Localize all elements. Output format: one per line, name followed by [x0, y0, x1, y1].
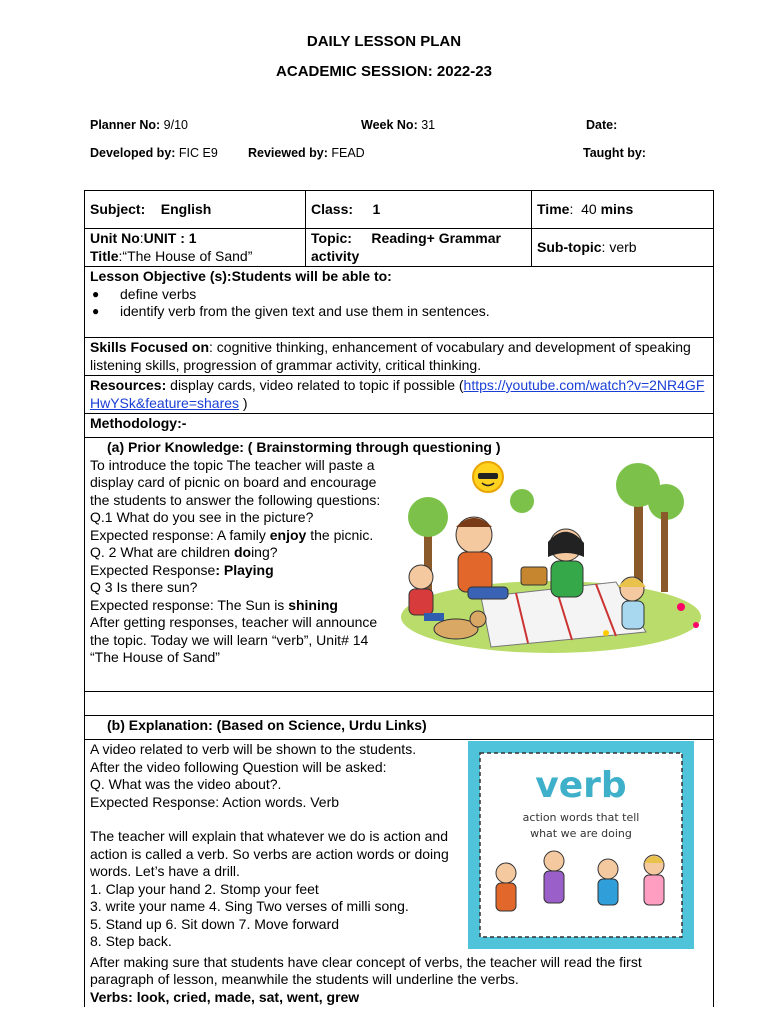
- verb-card-subtitle-2: what we are doing: [530, 827, 632, 840]
- question-2: Q. 2 What are children doing?: [90, 544, 278, 560]
- drill-line: 3. write your name 4. Sing Two verses of milli song.: [90, 898, 409, 914]
- planner-no: Planner No: 9/10: [90, 118, 188, 132]
- response-3: Expected response: The Sun is shining: [90, 596, 338, 613]
- lesson-plan-table: [84, 190, 714, 1007]
- time-cell: Time: 40 mins: [532, 191, 714, 229]
- drill-line: 1. Clap your hand 2. Stomp your feet: [90, 880, 319, 897]
- academic-session: ACADEMIC SESSION: 2022-23: [276, 63, 492, 80]
- verb-card-illustration: [468, 741, 694, 954]
- document-title: DAILY LESSON PLAN: [306, 33, 462, 50]
- taught-by: Taught by:: [583, 146, 646, 160]
- subject-cell: Subject: English: [85, 191, 306, 229]
- resources-link[interactable]: https://youtube.com/watch?v=2NR4GFHwYSk&feature=shares: [90, 377, 705, 411]
- skills-cell: Skills Focused on: cognitive thinking, enhancement of vocabulary and development of speaking listening skills, progression of grammar activity, critical thinking.: [85, 338, 714, 376]
- verb-card-title: verb: [535, 765, 627, 806]
- question-3: Q 3 Is there sun?: [90, 579, 198, 595]
- unit-cell: Unit No:UNIT : 1 Title:“The House of Sand”: [85, 229, 306, 267]
- drill-line: 5. Stand up 6. Sit down 7. Move forward: [90, 915, 340, 932]
- resources-cell: Resources: display cards, video related to topic if possible (https://youtube.com/watch?v=2NR4GFHwYSk&feature=shares ): [85, 376, 714, 414]
- explanation-cell: [85, 740, 714, 1008]
- date-field: Date:: [586, 118, 618, 132]
- reviewed-by: Reviewed by: FEAD: [248, 146, 365, 160]
- objective-item: ● define verbs: [90, 286, 708, 304]
- verbs-list: Verbs: look, cried, made, sat, went, grew: [90, 988, 360, 1005]
- question-1: Q.1 What do you see in the picture?: [90, 509, 314, 525]
- explanation-line: A video related to verb will be shown to the students.: [90, 741, 417, 757]
- subtopic-cell: Sub-topic: verb: [532, 229, 714, 267]
- response-1: Expected response: A family enjoy the picnic.: [90, 526, 374, 543]
- methodology-heading: Methodology:-: [85, 414, 714, 438]
- objective-item: ● identify verb from the given text and use them in sentences.: [90, 303, 708, 321]
- response-2: Expected Response: Playing: [90, 561, 274, 578]
- prior-knowledge-cell: [85, 438, 714, 692]
- explanation-heading: (b) Explanation: (Based on Science, Urdu Links): [85, 716, 714, 740]
- explanation-line: Q. What was the video about?.: [90, 776, 282, 792]
- developed-by: Developed by: FIC E9: [90, 146, 218, 160]
- week-no: Week No: 31: [361, 118, 436, 132]
- topic-cell: Topic: Reading+ Grammar activity: [306, 229, 532, 267]
- explanation-line: Expected Response: Action words. Verb: [90, 793, 340, 810]
- drill-line: 8. Step back.: [90, 933, 172, 949]
- verb-card-subtitle-1: action words that tell: [522, 811, 640, 824]
- objective-heading: Lesson Objective (s):Students will be able to:: [90, 268, 392, 284]
- explanation-line: After making sure that students have clear concept of verbs, the teacher will read the first paragraph of lesson, meanwhile the students will underline the verbs.: [90, 953, 642, 987]
- objective-cell: [85, 267, 714, 338]
- prior-intro: To introduce the topic The teacher will paste a display card of picnic on board and encourage the students to answer the following questions:: [90, 456, 381, 508]
- class-cell: Class: 1: [306, 191, 532, 229]
- explanation-line: After the video following Question will be asked:: [90, 758, 387, 775]
- prior-closing: After getting responses, teacher will announce the topic. Today we will learn “verb”, Unit# 14 “The House of Sand”: [90, 614, 378, 665]
- picnic-illustration: [396, 457, 706, 662]
- blank-row: [85, 692, 714, 716]
- prior-knowledge-heading: (a) Prior Knowledge: ( Brainstorming through questioning ): [107, 439, 501, 455]
- explanation-line: The teacher will explain that whatever we do is action and action is called a verb. So verbs are action words or doing words. Let’s have a drill.: [90, 828, 449, 879]
